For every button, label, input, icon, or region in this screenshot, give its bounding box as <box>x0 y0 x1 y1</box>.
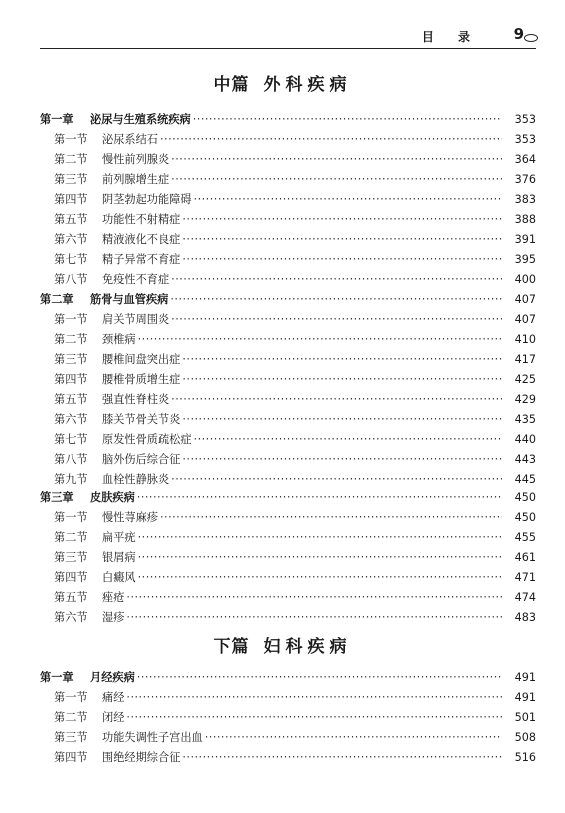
section-number: 第二节 <box>54 153 88 166</box>
toc-section-row[interactable] <box>40 370 536 390</box>
toc-section-row[interactable] <box>40 270 536 290</box>
section-number: 第二节 <box>54 531 88 544</box>
section-number: 第七节 <box>54 253 88 266</box>
section-number: 第二节 <box>54 711 88 724</box>
page-ref: 455 <box>504 528 536 548</box>
toc-section-row[interactable] <box>40 728 536 748</box>
section-title: 痛经 <box>102 691 125 704</box>
section-title: 精液液化不良症 <box>102 233 181 246</box>
page-ref: 443 <box>504 450 536 470</box>
section-title: 泌尿系结石 <box>102 133 158 146</box>
section-number: 第三节 <box>54 353 88 366</box>
page-ref: 450 <box>504 488 536 508</box>
page-ref: 471 <box>504 568 536 588</box>
section-number: 第四节 <box>54 373 88 386</box>
section-title: 慢性荨麻疹 <box>102 511 158 524</box>
section-number: 第六节 <box>54 233 88 246</box>
section-number: 第四节 <box>54 751 88 764</box>
page-ref: 391 <box>504 230 536 250</box>
toc-chapter-row[interactable] <box>40 668 536 688</box>
section-number: 第六节 <box>54 611 88 624</box>
section-title: 脑外伤后综合征 <box>102 453 181 466</box>
section-number: 第一节 <box>54 511 88 524</box>
chapter-title: 月经疾病 <box>90 671 135 684</box>
toc-section-row[interactable] <box>40 568 536 588</box>
page-ref: 425 <box>504 370 536 390</box>
toc-section-row[interactable] <box>40 350 536 370</box>
page-ref: 461 <box>504 548 536 568</box>
page-ref: 491 <box>504 668 536 688</box>
page-ref: 353 <box>504 130 536 150</box>
page-ref: 435 <box>504 410 536 430</box>
page-ref: 440 <box>504 430 536 450</box>
section-title: 原发性骨质疏松症 <box>102 433 192 446</box>
toc-section-row[interactable] <box>40 390 536 410</box>
part-title <box>0 632 565 657</box>
section-title: 慢性前列腺炎 <box>102 153 170 166</box>
section-title: 肩关节周围炎 <box>102 313 170 326</box>
chapter-number: 第一章 <box>40 113 74 126</box>
toc-chapter-row[interactable] <box>40 488 536 508</box>
section-title: 腰椎间盘突出症 <box>102 353 181 366</box>
header-ornament <box>524 34 538 42</box>
page-ref: 508 <box>504 728 536 748</box>
part-label: 中篇 <box>213 75 250 95</box>
toc-chapter-row[interactable] <box>40 290 536 310</box>
toc-section-row[interactable] <box>40 330 536 350</box>
section-title: 精子异常不育症 <box>102 253 181 266</box>
page-ref: 400 <box>504 270 536 290</box>
toc-chapter-row[interactable] <box>40 110 536 130</box>
toc-chapter-block <box>40 488 536 628</box>
page-ref: 491 <box>504 688 536 708</box>
toc-section-row[interactable] <box>40 528 536 548</box>
section-title: 颈椎病 <box>102 333 136 346</box>
toc-section-row[interactable] <box>40 410 536 430</box>
toc-section-row[interactable] <box>40 470 536 490</box>
section-number: 第二节 <box>54 333 88 346</box>
page-ref: 407 <box>504 290 536 310</box>
section-title: 前列腺增生症 <box>102 173 170 186</box>
toc-section-row[interactable] <box>40 310 536 330</box>
page-ref: 407 <box>504 310 536 330</box>
toc-chapter-block <box>40 290 536 490</box>
section-title: 闭经 <box>102 711 125 724</box>
toc-section-row[interactable] <box>40 430 536 450</box>
section-title: 功能性不射精症 <box>102 213 181 226</box>
chapter-number: 第三章 <box>40 491 74 504</box>
section-number: 第五节 <box>54 591 88 604</box>
page-ref: 364 <box>504 150 536 170</box>
section-number: 第八节 <box>54 453 88 466</box>
page-ref: 383 <box>504 190 536 210</box>
header-label: 目 录 <box>421 30 480 44</box>
section-title: 围绝经期综合征 <box>102 751 181 764</box>
toc-section-row[interactable] <box>40 130 536 150</box>
toc-section-row[interactable] <box>40 450 536 470</box>
section-number: 第七节 <box>54 433 88 446</box>
section-number: 第四节 <box>54 571 88 584</box>
toc-chapter-block <box>40 110 536 290</box>
section-number: 第五节 <box>54 213 88 226</box>
toc-section-row[interactable] <box>40 190 536 210</box>
section-title: 功能失调性子宫出血 <box>102 731 203 744</box>
section-number: 第三节 <box>54 551 88 564</box>
toc-section-row[interactable] <box>40 508 536 528</box>
section-number: 第一节 <box>54 133 88 146</box>
section-number: 第三节 <box>54 173 88 186</box>
section-title: 白癜风 <box>102 571 136 584</box>
section-title: 湿疹 <box>102 611 125 624</box>
section-title: 膝关节骨关节炎 <box>102 413 181 426</box>
chapter-title: 筋骨与血管疾病 <box>90 293 169 306</box>
toc-section-row[interactable] <box>40 708 536 728</box>
chapter-title: 泌尿与生殖系统疾病 <box>90 113 191 126</box>
section-number: 第一节 <box>54 691 88 704</box>
section-number: 第六节 <box>54 413 88 426</box>
section-title: 腰椎骨质增生症 <box>102 373 181 386</box>
section-title: 银屑病 <box>102 551 136 564</box>
page-ref: 353 <box>504 110 536 130</box>
page-ref: 501 <box>504 708 536 728</box>
toc-section-row[interactable] <box>40 170 536 190</box>
page-ref: 417 <box>504 350 536 370</box>
toc-chapter-block <box>40 668 536 768</box>
section-number: 第九节 <box>54 473 88 486</box>
page-ref: 410 <box>504 330 536 350</box>
page-number: 9 <box>513 25 524 43</box>
section-title: 扁平疣 <box>102 531 136 544</box>
page-ref: 395 <box>504 250 536 270</box>
section-number: 第三节 <box>54 731 88 744</box>
section-number: 第四节 <box>54 193 88 206</box>
chapter-number: 第一章 <box>40 671 74 684</box>
part-name: 外科疾病 <box>263 75 352 95</box>
section-number: 第一节 <box>54 313 88 326</box>
toc-section-row[interactable] <box>40 748 536 768</box>
section-title: 强直性脊柱炎 <box>102 393 170 406</box>
section-number: 第八节 <box>54 273 88 286</box>
page-ref: 450 <box>504 508 536 528</box>
page-ref: 429 <box>504 390 536 410</box>
toc-section-row[interactable] <box>40 230 536 250</box>
chapter-title: 皮肤疾病 <box>90 491 135 504</box>
page-ref: 445 <box>504 470 536 490</box>
toc-section-row[interactable] <box>40 688 536 708</box>
running-header <box>40 25 536 49</box>
toc-section-row[interactable] <box>40 150 536 170</box>
toc-section-row[interactable] <box>40 588 536 608</box>
section-title: 阴茎勃起功能障碍 <box>102 193 192 206</box>
section-title: 血栓性静脉炎 <box>102 473 170 486</box>
part-label: 下篇 <box>213 637 250 657</box>
page-ref: 376 <box>504 170 536 190</box>
toc-section-row[interactable] <box>40 210 536 230</box>
toc-section-row[interactable] <box>40 608 536 628</box>
chapter-number: 第二章 <box>40 293 74 306</box>
part-title <box>0 70 565 95</box>
page-ref: 388 <box>504 210 536 230</box>
page-ref: 516 <box>504 748 536 768</box>
toc-section-row[interactable] <box>40 548 536 568</box>
section-title: 免疫性不育症 <box>102 273 170 286</box>
toc-section-row[interactable] <box>40 250 536 270</box>
part-name: 妇科疾病 <box>263 637 352 657</box>
page-ref: 474 <box>504 588 536 608</box>
page-ref: 483 <box>504 608 536 628</box>
section-number: 第五节 <box>54 393 88 406</box>
section-title: 痤疮 <box>102 591 125 604</box>
